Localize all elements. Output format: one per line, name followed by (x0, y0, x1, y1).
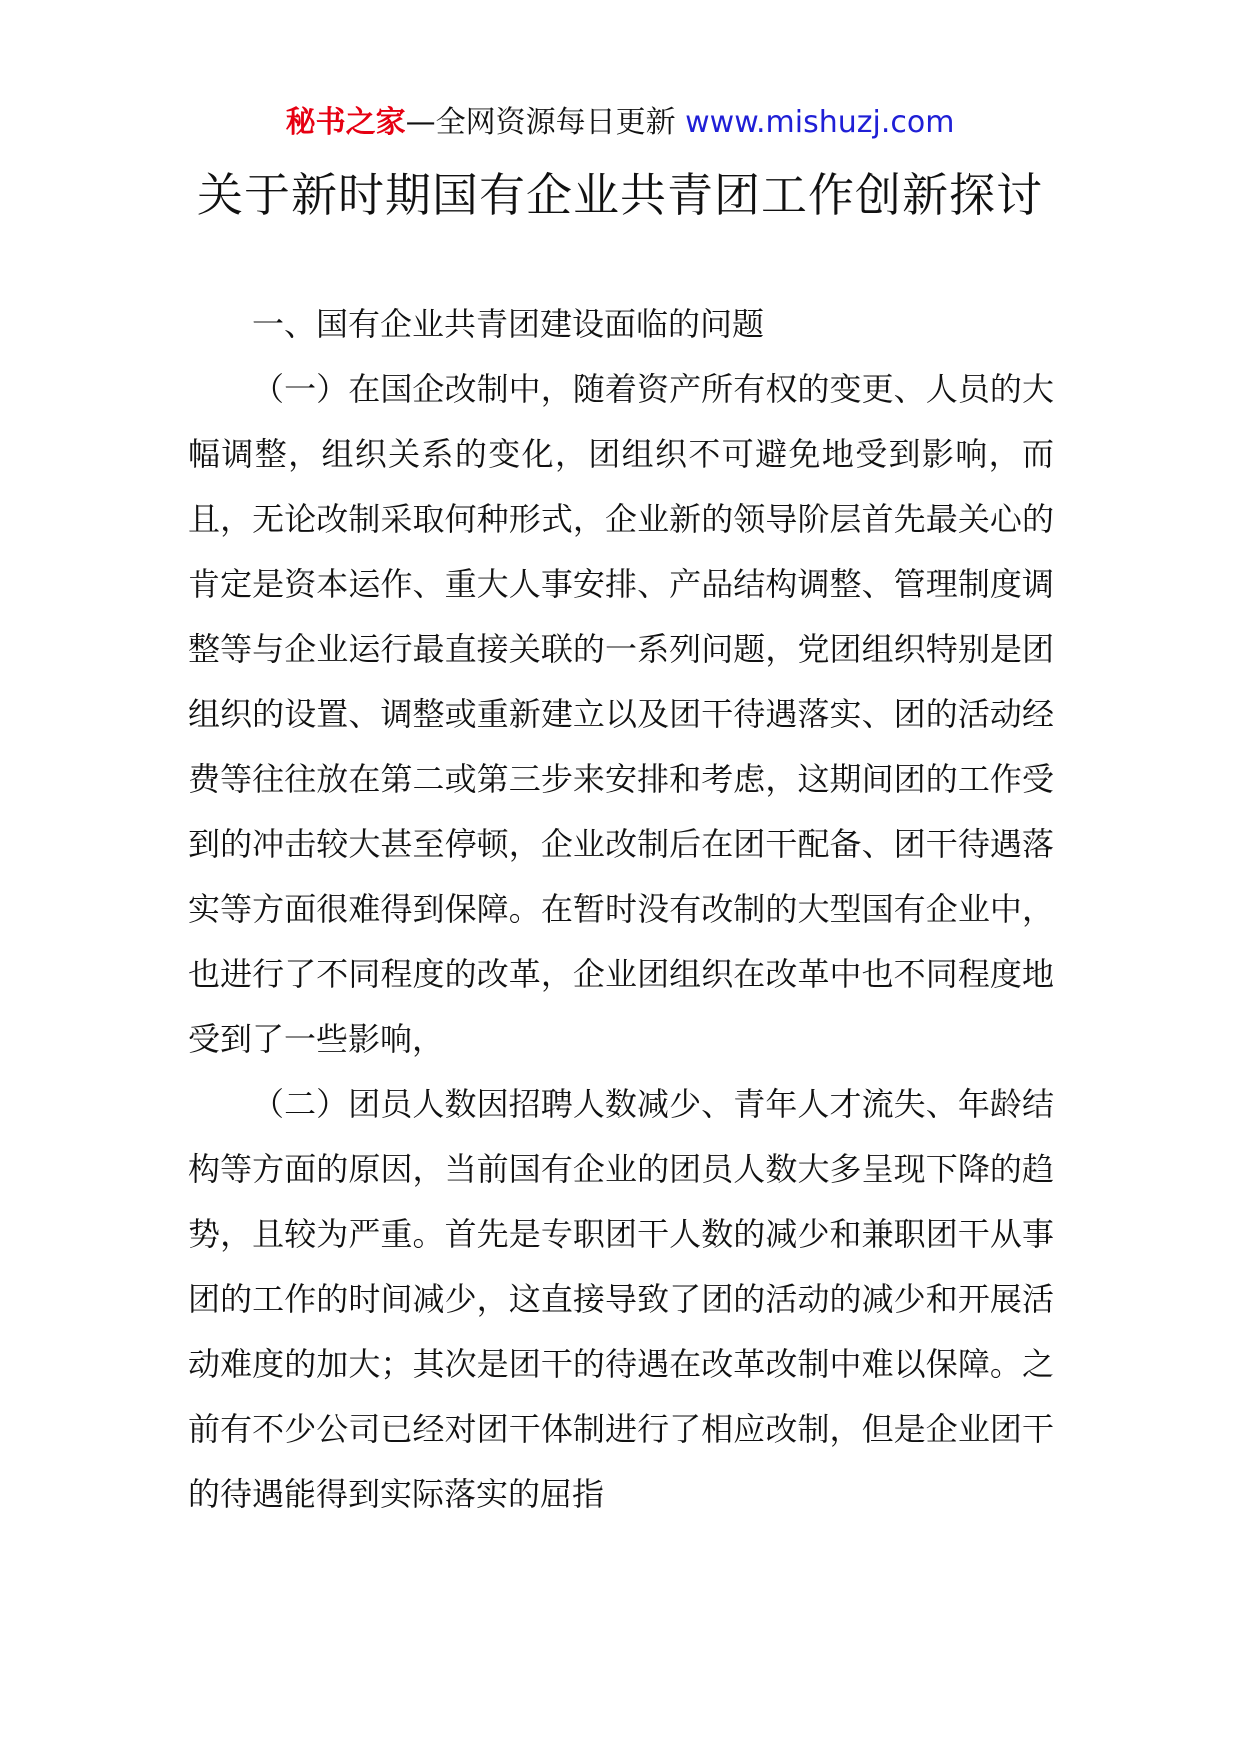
site-header (0, 100, 1240, 146)
section-heading: 一、国有企业共青团建设面临的问题 (252, 305, 765, 343)
site-url-link[interactable]: www.mishuzj.com (685, 105, 955, 140)
document-title: 关于新时期国有企业共青团工作创新探讨 (197, 168, 1043, 222)
site-tagline: —全网资源每日更新 (405, 105, 676, 140)
body-paragraph: （二）团员人数因招聘人数减少、青年人才流失、年龄结构等方面的原因，当前国有企业的团员人数大多呈现下降的趋势，且较为严重。首先是专职团干人数的减少和兼职团干从事团的工作的时间减少，这直接导致了团的活动的减少和开展活动难度的加大；其次是团干的待遇在改革改制中难以保障。之前有不少公司已经对团干体制进行了相应改制，但是企业团干的待遇能得到实际落实的屈指 (188, 1085, 1054, 1513)
body-paragraph: （一）在国企改制中，随着资产所有权的变更、人员的大幅调整，组织关系的变化，团组织不可避免地受到影响，而且，无论改制采取何种形式，企业新的领导阶层首先最关心的肯定是资本运作、重大人事安排、产品结构调整、管理制度调整等与企业运行最直接关联的一系列问题，党团组织特别是团组织的设置、调整或重新建立以及团干待遇落实、团的活动经费等往往放在第二或第三步来安排和考虑，这期间团的工作受到的冲击较大甚至停顿，企业改制后在团干配备、团干待遇落实等方面很难得到保障。在暂时没有改制的大型国有企业中，也进行了不同程度的改革，企业团组织在改革中也不同程度地受到了一些影响， (188, 370, 1054, 1058)
document-body (188, 292, 1054, 1527)
site-brand: 秘书之家 (285, 105, 406, 140)
